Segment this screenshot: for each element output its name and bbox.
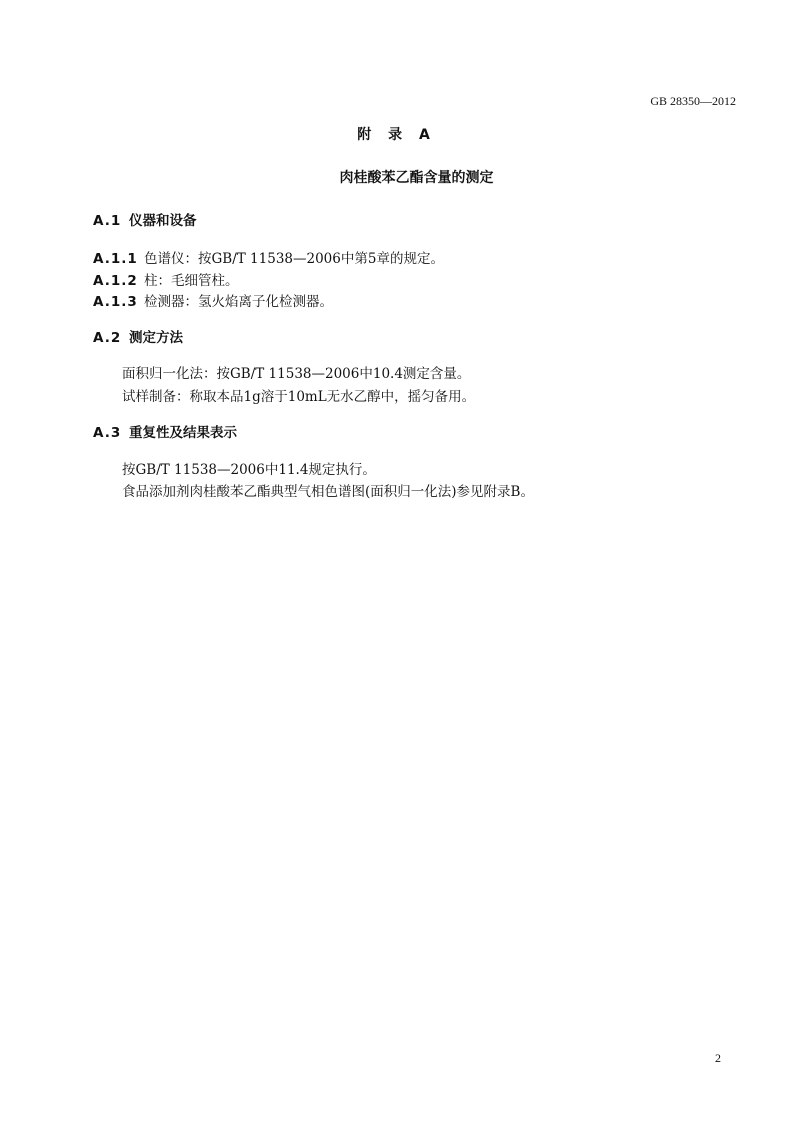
paragraph: 试样制备：称取本品1g溶于10mL无水乙醇中，摇匀备用。: [122, 389, 476, 405]
clause-text: 检测器：氢火焰离子化检测器。: [144, 294, 333, 310]
clause-a1-1: [93, 247, 444, 267]
section-title: 测定方法: [129, 330, 183, 346]
page-number: 2: [715, 1051, 721, 1065]
paragraph: 食品添加剂肉桂酸苯乙酯典型气相色谱图(面积归一化法)参见附录B。: [122, 484, 534, 500]
clause-number: A.1.3: [93, 294, 138, 310]
section-number: A.1: [93, 213, 122, 229]
clause-text: 柱：毛细管柱。: [144, 273, 239, 289]
appendix-subtitle: 肉桂酸苯乙酯含量的测定: [339, 170, 494, 186]
section-a3-heading: [93, 421, 237, 441]
paragraph: 面积归一化法：按GB/T 11538—2006中10.4测定含量。: [122, 366, 471, 382]
clause-text: 色谱仪：按GB/T 11538—2006中第5章的规定。: [144, 251, 444, 267]
clause-a1-2: [93, 269, 239, 289]
paragraph: 按GB/T 11538—2006中11.4规定执行。: [122, 462, 376, 478]
section-a1-heading: [93, 209, 197, 229]
clause-number: A.1.2: [93, 273, 138, 289]
section-number: A.3: [93, 425, 122, 441]
section-a2-heading: [93, 326, 183, 346]
appendix-title: 附 录 A: [357, 127, 436, 143]
clause-a1-3: [93, 290, 333, 310]
section-title: 仪器和设备: [129, 213, 197, 229]
clause-number: A.1.1: [93, 251, 138, 267]
section-number: A.2: [93, 330, 122, 346]
section-title: 重复性及结果表示: [129, 425, 237, 441]
document-code: GB 28350—2012: [650, 94, 736, 108]
